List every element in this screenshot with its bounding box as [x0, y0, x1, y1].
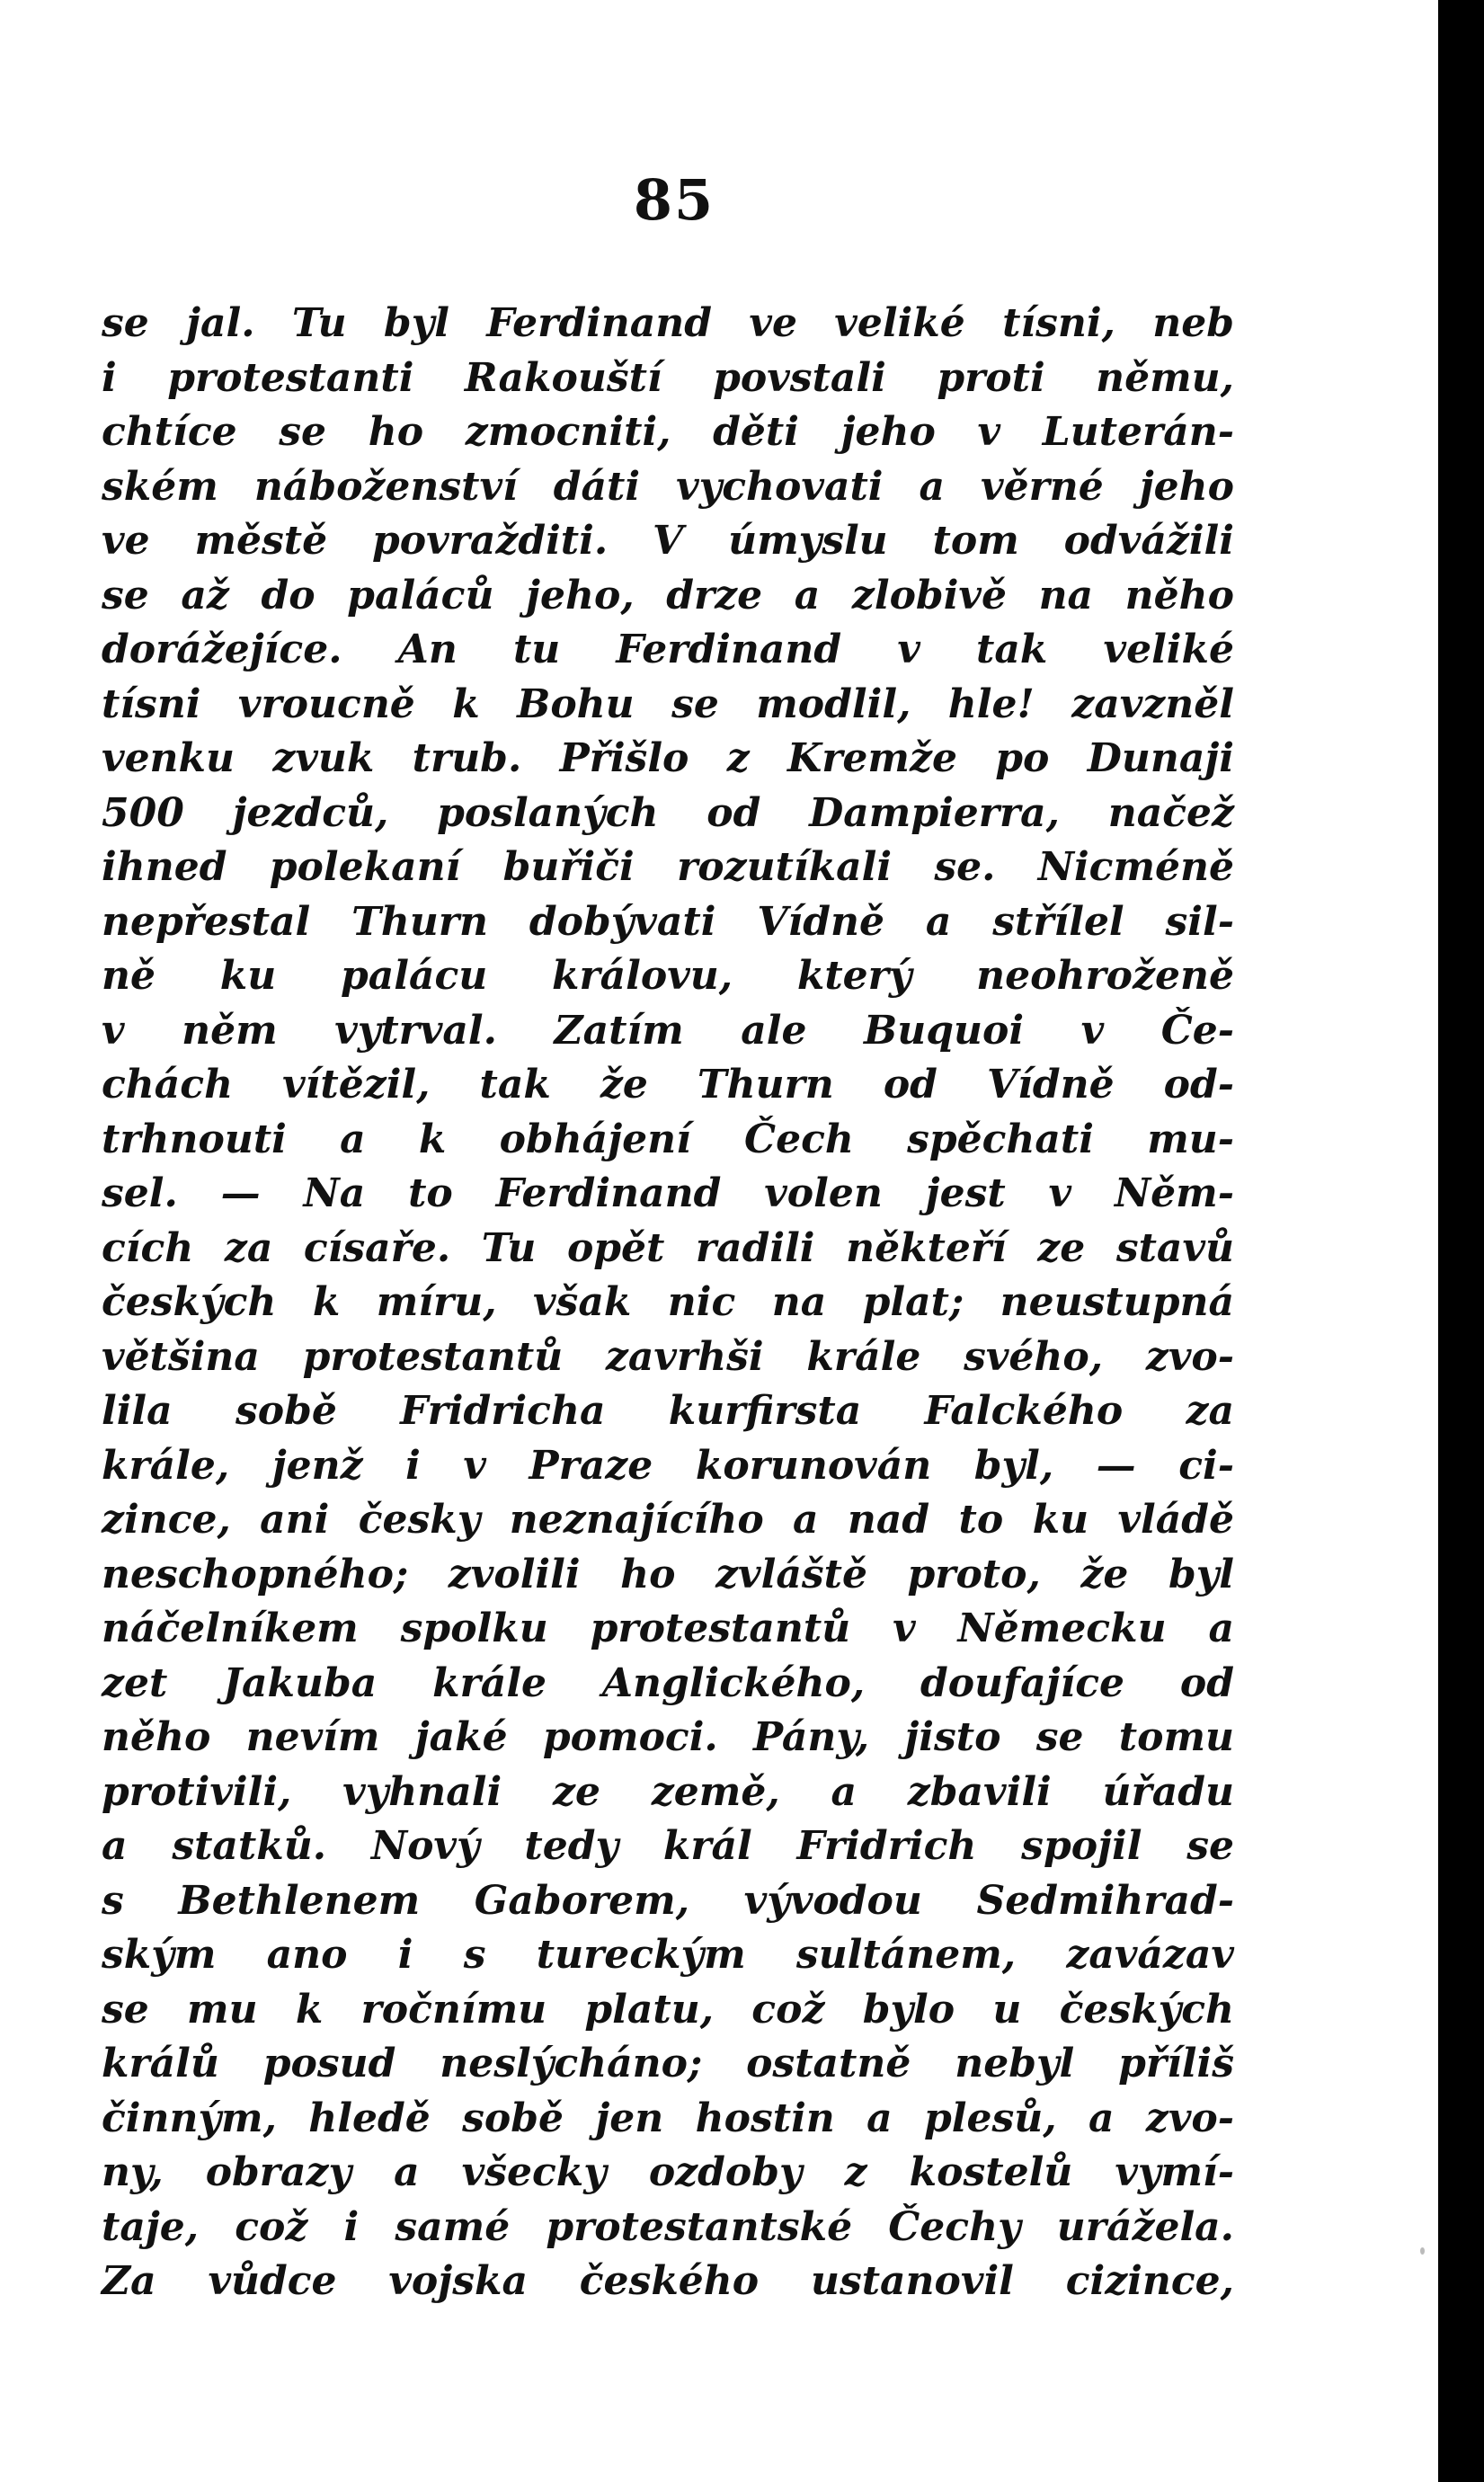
body-text — [102, 297, 1234, 2309]
text-line: cích za císaře. Tu opět radili někteří ze stavů — [102, 1224, 1234, 1271]
text-line: chtíce se ho zmocniti, děti jeho v Luterán- — [102, 409, 1234, 455]
text-line: protivili, vyhnali ze země, a zbavili úřadu — [102, 1768, 1234, 1815]
text-line: ihned polekaní buřiči rozutíkali se. Nicméně — [102, 844, 1234, 890]
text-line: tísni vroucně k Bohu se modlil, hle! zavzněl — [102, 681, 1234, 727]
text-line: náčelníkem spolku protestantů v Německu a — [102, 1606, 1234, 1651]
text-line: se jal. Tu byl Ferdinand ve veliké tísni, neb — [102, 300, 1234, 346]
text-line: trhnouti a k obhájení Čech spěchati mu- — [102, 1116, 1234, 1162]
text-line: ským ano i s tureckým sultánem, zavázav — [102, 1932, 1234, 1978]
paper-speck — [1420, 2247, 1425, 2255]
text-line: nepřestal Thurn dobývati Vídně a střílel sil- — [102, 898, 1234, 945]
text-line: sel. — Na to Ferdinand volen jest v Něm- — [102, 1170, 1234, 1216]
page-number: 85 — [633, 167, 715, 233]
text-line: ském náboženství dáti vychovati a věrné jeho — [102, 463, 1234, 510]
text-line: králů posud neslýcháno; ostatně nebyl příliš — [102, 2041, 1234, 2086]
text-line: ně ku palácu královu, který neohroženě — [102, 953, 1234, 999]
text-line: většina protestantů zavrhši krále svého, zvo- — [102, 1333, 1234, 1380]
text-line: něho nevím jaké pomoci. Pány, jisto se tomu — [102, 1714, 1234, 1760]
text-line: neschopného; zvolili ho zvláště proto, že byl — [102, 1551, 1234, 1597]
text-line: českých k míru, však nic na plat; neustupná — [102, 1279, 1234, 1325]
text-line: krále, jenž i v Praze korunován byl, — ci- — [102, 1442, 1234, 1489]
text-line: dorážejíce. An tu Ferdinand v tak veliké — [102, 627, 1234, 672]
text-line: se mu k ročnímu platu, což bylo u českých — [102, 1986, 1234, 2033]
text-line: chách vítězil, tak že Thurn od Vídně od- — [102, 1062, 1234, 1108]
text-line: venku zvuk trub. Přišlo z Kremže po Dunaji — [102, 735, 1234, 781]
scan-edge — [1438, 0, 1484, 2482]
text-line: ny, obrazy a všecky ozdoby z kostelů vymí- — [102, 2149, 1234, 2195]
text-line: zet Jakuba krále Anglického, doufajíce od — [102, 1659, 1234, 1706]
text-line: a statků. Nový tedy král Fridrich spojil se — [102, 1823, 1234, 1869]
text-line: se až do paláců jeho, drze a zlobivě na něho — [102, 572, 1234, 618]
text-line: i protestanti Rakouští povstali proti němu, — [102, 354, 1234, 401]
text-line: v něm vytrval. Zatím ale Buquoi v Če- — [102, 1007, 1234, 1054]
text-line: Za vůdce vojska českého ustanovil cizince, — [102, 2258, 1234, 2304]
text-line: ve městě povražditi. V úmyslu tom odvážili — [102, 518, 1234, 564]
text-line: zince, ani česky neznajícího a nad to ku vládě — [102, 1497, 1234, 1543]
text-line: taje, což i samé protestantské Čechy urážela. — [102, 2203, 1234, 2250]
text-line: 500 jezdců, poslaných od Dampierra, načež — [102, 789, 1234, 836]
text-line: s Bethlenem Gaborem, vývodou Sedmihrad- — [102, 1877, 1234, 1924]
text-line: lila sobě Fridricha kurfirsta Falckého za — [102, 1388, 1234, 1434]
text-line: činným, hledě sobě jen hostin a plesů, a zvo- — [102, 2095, 1234, 2141]
